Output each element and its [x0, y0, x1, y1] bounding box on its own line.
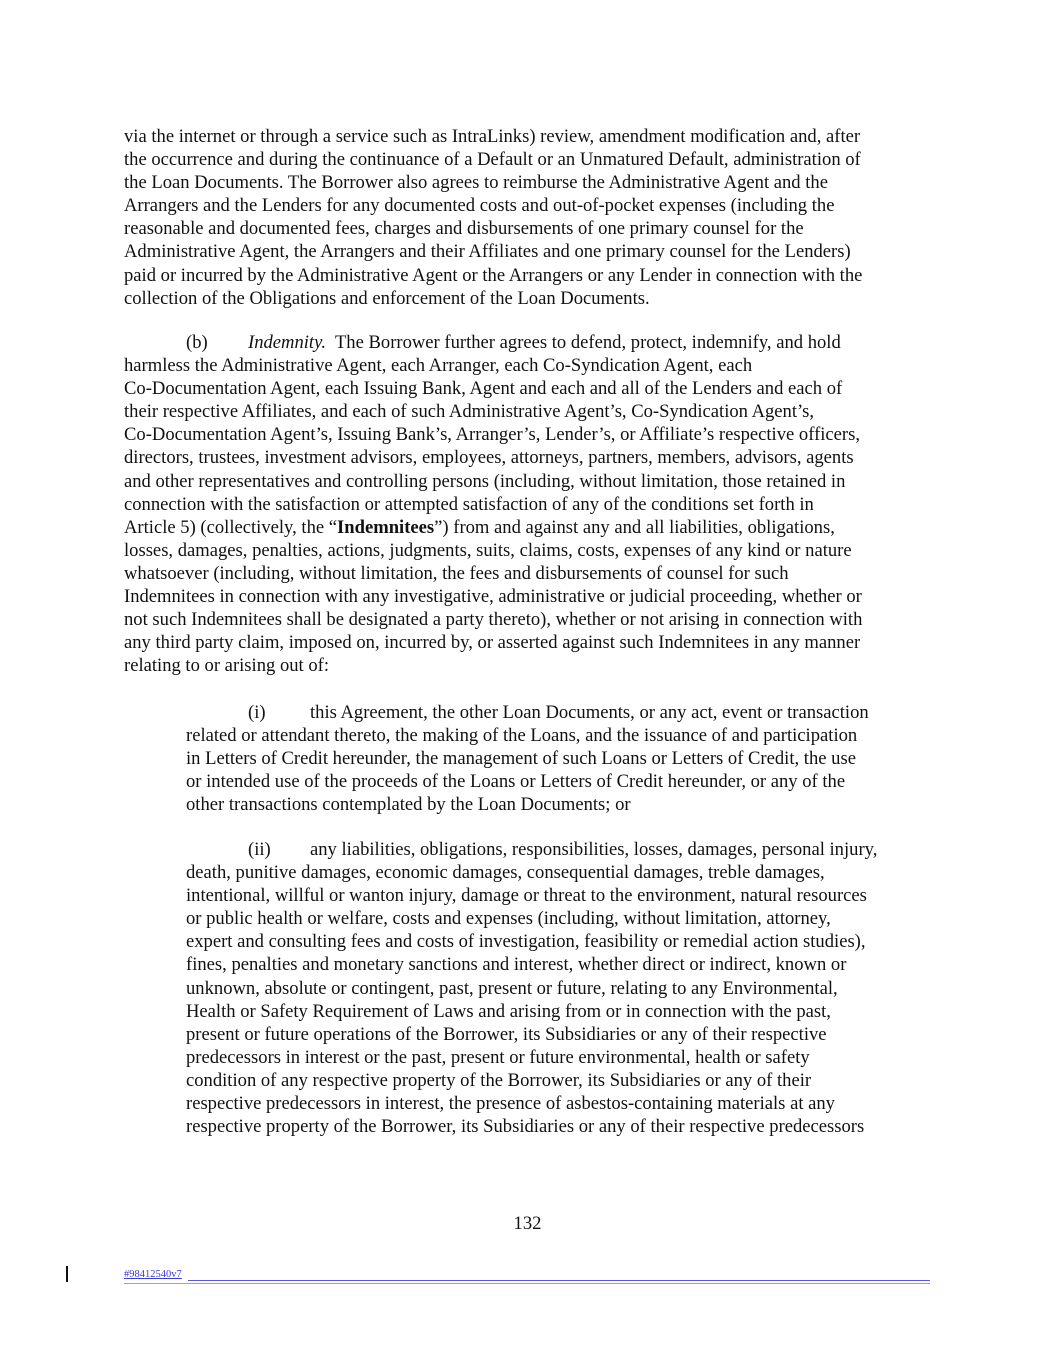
text-line: directors, trustees, investment advisors, employees, attorneys, partners, members, advisors, agents — [124, 447, 854, 469]
clause-ii — [186, 838, 934, 1138]
defined-term: Indemnitees — [337, 516, 435, 538]
text-run: ”) from and against any and all liabilities, obligations, — [434, 516, 835, 538]
text-line: losses, damages, penalties, actions, judgments, suits, claims, costs, expenses of any kind or nature — [124, 539, 852, 561]
text-line: Co-Documentation Agent’s, Issuing Bank’s, Arranger’s, Lender’s, or Affiliate’s respective officers, — [124, 424, 861, 446]
clause-number: (i) — [248, 702, 266, 723]
text-line: or public health or welfare, costs and expenses (including, without limitation, attorney, — [186, 908, 831, 930]
text-run: The Borrower further agrees to defend, protect, indemnify, and hold — [325, 332, 841, 353]
text-line: reasonable and documented fees, charges and disbursements of one primary counsel for the — [124, 218, 804, 240]
text-line: the occurrence and during the continuance of a Default or an Unmatured Default, administration of — [124, 149, 861, 171]
text-line: harmless the Administrative Agent, each Arranger, each Co-Syndication Agent, each — [124, 355, 753, 377]
text-line: Administrative Agent, the Arrangers and their Affiliates and one primary counsel for the Lenders) — [124, 241, 851, 263]
paragraph-b-first-line — [124, 331, 934, 354]
text-line: paid or incurred by the Administrative Agent or the Arrangers or any Lender in connection with the — [124, 264, 863, 286]
text-line: Indemnitees in connection with any investigative, administrative or judicial proceeding, whether or — [124, 586, 862, 608]
footer-rule — [188, 1280, 930, 1281]
footer-rule-secondary — [124, 1283, 930, 1284]
text-line: via the internet or through a service such as IntraLinks) review, amendment modification and, after — [124, 126, 861, 147]
revision-bar — [66, 1266, 68, 1282]
text-line: any third party claim, imposed on, incurred by, or asserted against such Indemnitees in any manner — [124, 632, 861, 654]
text-line: respective predecessors in interest, the presence of asbestos-containing materials at any — [186, 1093, 835, 1115]
text-line: respective property of the Borrower, its Subsidiaries or any of their respective predecessors — [186, 1116, 865, 1138]
clause-first-line — [186, 701, 934, 724]
text-line: and other representatives and controlling persons (including, without limitation, those retained in — [124, 470, 846, 492]
text-line: Co-Documentation Agent, each Issuing Bank, Agent and each and all of the Lenders and each of — [124, 378, 843, 400]
text-line: whatsoever (including, without limitation, the fees and disbursements of counsel for such — [124, 562, 789, 584]
clause-number: (ii) — [248, 839, 271, 860]
text-line: death, punitive damages, economic damages, consequential damages, treble damages, — [186, 862, 825, 884]
text-line: in Letters of Credit hereunder, the management of such Loans or Letters of Credit, the use — [186, 748, 856, 770]
text-line: related or attendant thereto, the making of the Loans, and the issuance of and participation — [186, 725, 858, 747]
text-line: or intended use of the proceeds of the Loans or Letters of Credit hereunder, or any of the — [186, 771, 846, 793]
text-line: Health or Safety Requirement of Laws and arising from or in connection with the past, — [186, 1000, 831, 1022]
text-line: unknown, absolute or contingent, past, present or future, relating to any Environmental, — [186, 977, 838, 999]
clause-first-line — [186, 838, 934, 861]
text-line: intentional, willful or wanton injury, damage or threat to the environment, natural resources — [186, 885, 867, 907]
text-line: predecessors in interest or the past, present or future environmental, health or safety — [186, 1046, 810, 1068]
section-heading: Indemnity. — [248, 332, 326, 353]
text-line: connection with the satisfaction or attempted satisfaction of any of the conditions set forth in — [124, 493, 814, 515]
paragraph-b-indemnity — [124, 331, 934, 677]
text-line: condition of any respective property of the Borrower, its Subsidiaries or any of their — [186, 1069, 812, 1091]
document-id: #98412540v7 — [124, 1269, 182, 1280]
text-line: their respective Affiliates, and each of such Administrative Agent’s, Co-Syndication Agent’s, — [124, 401, 815, 423]
section-number: (b) — [186, 332, 208, 353]
text-line: the Loan Documents. The Borrower also agrees to reimburse the Administrative Agent and the — [124, 172, 828, 194]
text-run: this Agreement, the other Loan Documents, or any act, event or transaction — [310, 702, 869, 723]
text-line: fines, penalties and monetary sanctions and interest, whether direct or indirect, known or — [186, 954, 847, 976]
defined-term-line — [124, 516, 934, 539]
text-line: Arrangers and the Lenders for any documented costs and out-of-pocket expenses (including the — [124, 195, 835, 217]
paragraph-a-continuation — [124, 125, 934, 310]
text-line: collection of the Obligations and enforcement of the Loan Documents. — [124, 287, 650, 309]
text-line: not such Indemnitees shall be designated a party thereto), whether or not arising in connection with — [124, 609, 863, 631]
text-run: Article 5) (collectively, the “ — [124, 516, 338, 538]
text-line: relating to or arising out of: — [124, 655, 330, 677]
text-line: present or future operations of the Borrower, its Subsidiaries or any of their respective — [186, 1023, 827, 1045]
text-line: expert and consulting fees and costs of investigation, feasibility or remedial action studies), — [186, 931, 866, 953]
text-run: any liabilities, obligations, responsibilities, losses, damages, personal injury, — [310, 839, 878, 860]
page-number: 132 — [513, 1213, 542, 1234]
clause-i — [186, 701, 934, 816]
text-line: other transactions contemplated by the Loan Documents; or — [186, 794, 631, 816]
